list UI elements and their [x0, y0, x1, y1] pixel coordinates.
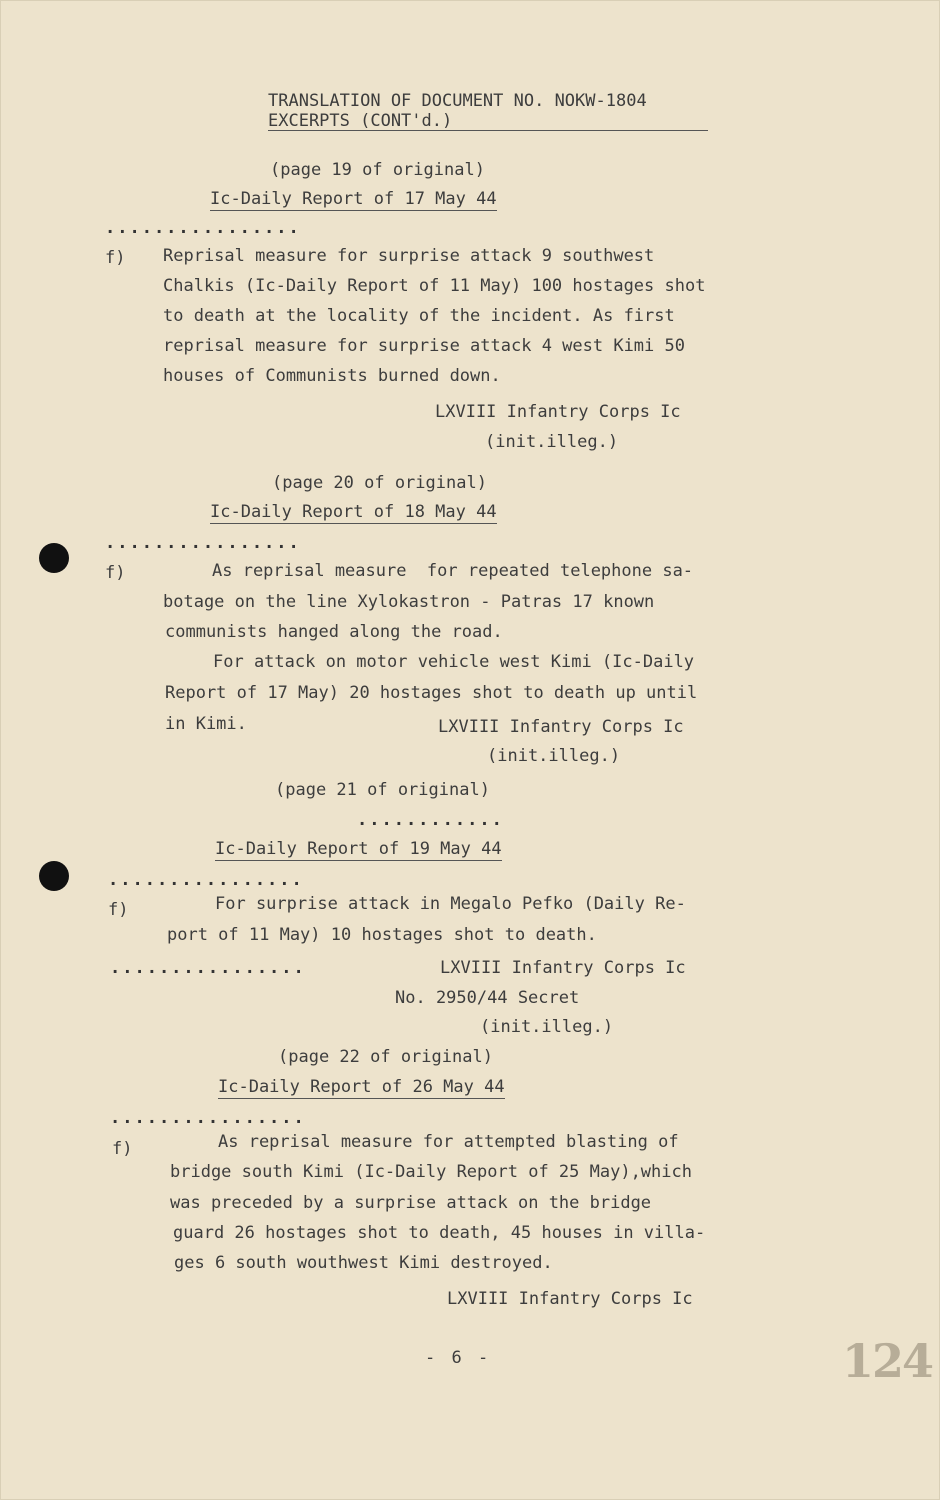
body-line: reprisal measure for surprise attack 4 west Kimi 50	[163, 336, 685, 356]
report-title: Ic-Daily Report of 18 May 44	[210, 502, 497, 522]
handwritten-page-number: 124	[842, 1334, 933, 1388]
page-reference: (page 21 of original)	[275, 780, 490, 800]
body-line: Chalkis (Ic-Daily Report of 11 May) 100 hostages shot	[163, 276, 706, 296]
body-line: bridge south Kimi (Ic-Daily Report of 25 May),which	[170, 1162, 692, 1182]
body-line: houses of Communists burned down.	[163, 366, 501, 386]
body-line: port of 11 May) 10 hostages shot to death.	[167, 925, 597, 945]
signature-unit: LXVIII Infantry Corps Ic	[447, 1289, 693, 1309]
body-line: Report of 17 May) 20 hostages shot to death up until	[165, 683, 698, 703]
page-reference: (page 22 of original)	[278, 1047, 493, 1067]
body-line: to death at the locality of the incident. As first	[163, 306, 675, 326]
body-line: guard 26 hostages shot to death, 45 houses in villa-	[173, 1223, 706, 1243]
signature-unit: LXVIII Infantry Corps Ic	[435, 402, 681, 422]
punch-hole	[39, 861, 69, 891]
report-title: Ic-Daily Report of 26 May 44	[218, 1077, 505, 1097]
signature-initials: (init.illeg.)	[487, 746, 621, 766]
item-label: f)	[112, 1139, 133, 1159]
body-line: was preceded by a surprise attack on the bridge	[170, 1193, 652, 1213]
body-line: communists hanged along the road.	[165, 622, 503, 642]
body-line: botage on the line Xylokastron - Patras 17 known	[163, 592, 655, 612]
omission-dots: ................	[108, 870, 304, 890]
omission-dots: ................	[110, 1108, 306, 1128]
item-label: f)	[108, 900, 129, 920]
signature-number: No. 2950/44 Secret	[395, 988, 580, 1008]
body-line: ges 6 south wouthwest Kimi destroyed.	[174, 1253, 553, 1273]
page-reference: (page 19 of original)	[270, 160, 485, 180]
body-line: For surprise attack in Megalo Pefko (Daily Re-	[215, 894, 686, 914]
signature-initials: (init.illeg.)	[480, 1017, 614, 1037]
omission-dots: ................	[105, 218, 301, 238]
header-rule	[268, 130, 708, 131]
omission-dots: ................	[105, 533, 301, 553]
report-title: Ic-Daily Report of 19 May 44	[215, 839, 502, 859]
document-title: TRANSLATION OF DOCUMENT NO. NOKW-1804	[268, 91, 647, 111]
omission-dots: ................	[110, 958, 306, 978]
signature-unit: LXVIII Infantry Corps Ic	[440, 958, 686, 978]
page-reference: (page 20 of original)	[272, 473, 487, 493]
document-subtitle: EXCERPTS (CONT'd.)	[268, 111, 453, 131]
signature-unit: LXVIII Infantry Corps Ic	[438, 717, 684, 737]
body-line: in Kimi.	[165, 714, 247, 734]
punch-hole	[39, 543, 69, 573]
body-line: As reprisal measure for attempted blasting of	[218, 1132, 679, 1152]
item-label: f)	[105, 563, 126, 583]
report-title: Ic-Daily Report of 17 May 44	[210, 189, 497, 209]
omission-dots: ............	[357, 810, 504, 830]
body-line: As reprisal measure for repeated telephone sa-	[212, 561, 694, 581]
page-number: - 6 -	[425, 1348, 489, 1368]
body-line: For attack on motor vehicle west Kimi (Ic-Daily	[213, 652, 695, 672]
body-line: Reprisal measure for surprise attack 9 southwest	[163, 246, 655, 266]
item-label: f)	[105, 248, 126, 268]
signature-initials: (init.illeg.)	[485, 432, 619, 452]
